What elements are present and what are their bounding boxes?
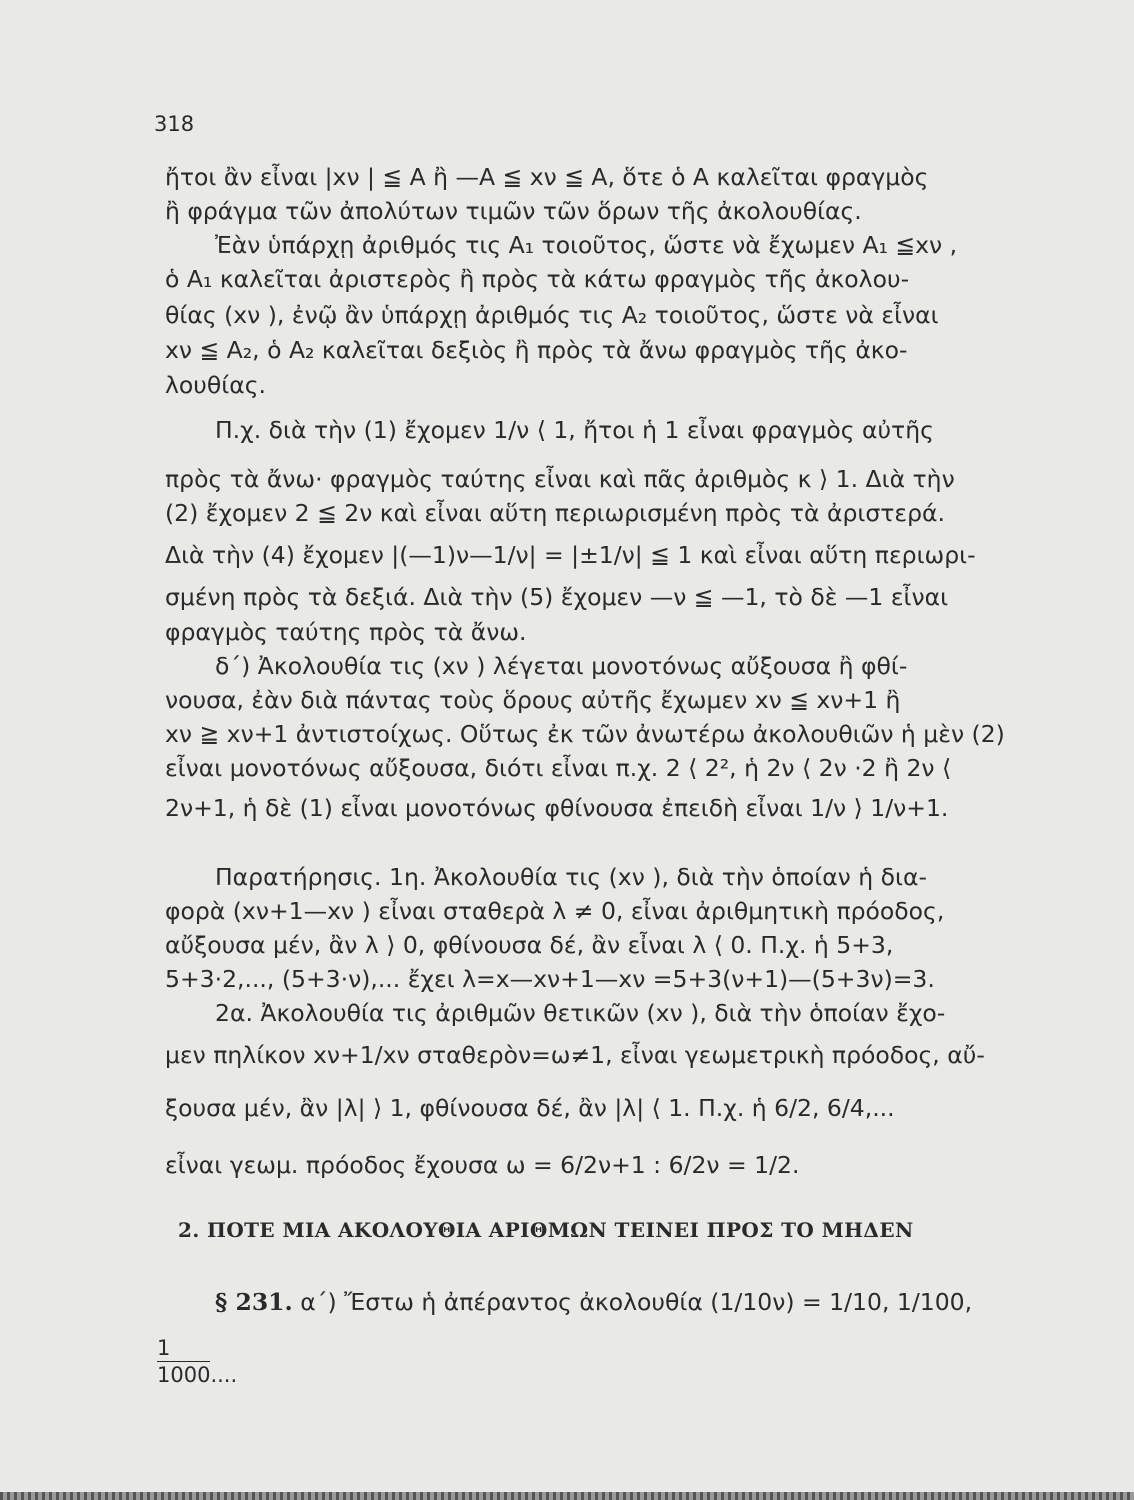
body-line-14: δ΄) Ἀκολουθία τις (xν ) λέγεται μονοτόνως αὔξουσα ἢ φθί- — [215, 652, 908, 680]
body-line-5: θίας (xν ), ἐνῷ ἂν ὑπάρχῃ ἀριθμός τις A₂ τοιοῦτος, ὥστε νὰ εἶναι — [165, 301, 939, 329]
body-line-13: φραγμὸς ταύτης πρὸς τὰ ἄνω. — [165, 618, 527, 646]
section-text: α΄) Ἔστω ἡ ἀπέραντος ἀκολουθία (1/10ν) = 1/10, 1/100, — [300, 1288, 973, 1316]
body-line-1: ἤτοι ἂν εἶναι |xν | ≦ A ἢ —A ≦ xν ≦ A, ὅτε ὁ A καλεῖται φραγμὸς — [165, 163, 929, 191]
section-label: § 231. — [215, 1288, 293, 1316]
body-line-25: ξουσα μέν, ἂν |λ| ⟩ 1, φθίνουσα δέ, ἂν |λ| ⟨ 1. Π.χ. ἡ 6/2, 6/4,... — [165, 1094, 895, 1122]
section-heading: 2. ΠΟΤΕ ΜΙΑ ΑΚΟΛΟΥΘΙΑ ΑΡΙΘΜΩΝ ΤΕΙΝΕΙ ΠΡΟΣ ΤΟ ΜΗΔΕΝ — [178, 1218, 914, 1242]
body-line-22: 5+3·2,..., (5+3·ν),... ἔχει λ=x—xν+1—xν =5+3(ν+1)—(5+3ν)=3. — [165, 965, 935, 993]
scan-edge — [0, 1492, 1134, 1500]
body-line-10: (2) ἔχομεν 2 ≦ 2ν καὶ εἶναι αὕτη περιωρισμένη πρὸς τὰ ἀριστερά. — [165, 499, 945, 527]
body-line-17: εἶναι μονοτόνως αὔξουσα, διότι εἶναι π.χ. 2 ⟨ 2², ἡ 2ν ⟨ 2ν ·2 ἢ 2ν ⟨ — [165, 754, 952, 782]
body-line-24: μεν πηλίκον xν+1/xν σταθερὸν=ω≠1, εἶναι γεωμετρικὴ πρόοδος, αὔ- — [165, 1041, 985, 1069]
body-line-4: ὁ A₁ καλεῖται ἀριστερὸς ἢ πρὸς τὰ κάτω φραγμὸς τῆς ἀκολου- — [165, 265, 910, 293]
body-line-9: πρὸς τὰ ἄνω· φραγμὸς ταύτης εἶναι καὶ πᾶς ἀριθμὸς κ ⟩ 1. Διὰ τὴν — [165, 465, 955, 493]
body-line-19: Παρατήρησις. 1η. Ἀκολουθία τις (xν ), διὰ τὴν ὁποίαν ἡ δια- — [215, 863, 927, 891]
section-231-line — [215, 1287, 1055, 1317]
body-line-18: 2ν+1, ἡ δὲ (1) εἶναι μονοτόνως φθίνουσα ἐπειδὴ εἶναι 1/ν ⟩ 1/ν+1. — [165, 794, 949, 822]
page-number: 318 — [154, 112, 195, 136]
body-line-20: φορὰ (xν+1—xν ) εἶναι σταθερὰ λ ≠ 0, εἶναι ἀριθμητικὴ πρόοδος, — [165, 897, 945, 925]
body-line-2: ἢ φράγμα τῶν ἀπολύτων τιμῶν τῶν ὅρων τῆς ἀκολουθίας. — [165, 197, 862, 225]
body-line-7: λουθίας. — [165, 371, 266, 399]
fraction-denominator: 1000 — [157, 1363, 211, 1387]
body-line-11: Διὰ τὴν (4) ἔχομεν |(—1)ν—1/ν| = |±1/ν| ≦ 1 καὶ εἶναι αὕτη περιωρι- — [165, 541, 976, 569]
body-line-15: νουσα, ἐὰν διὰ πάντας τοὺς ὅρους αὐτῆς ἔχωμεν xν ≦ xν+1 ἢ — [165, 686, 901, 714]
body-line-23: 2α. Ἀκολουθία τις ἀριθμῶν θετικῶν (xν ), διὰ τὴν ὁποίαν ἔχο- — [215, 999, 946, 1027]
fraction-tail: .... — [210, 1363, 238, 1387]
body-line-12: σμένη πρὸς τὰ δεξιά. Διὰ τὴν (5) ἔχομεν —ν ≦ —1, τὸ δὲ —1 εἶναι — [165, 583, 949, 611]
trailing-fraction — [157, 1335, 237, 1388]
body-line-6: xν ≦ A₂, ὁ A₂ καλεῖται δεξιὸς ἢ πρὸς τὰ ἄνω φραγμὸς τῆς ἀκο- — [165, 336, 908, 364]
body-line-8: Π.χ. διὰ τὴν (1) ἔχομεν 1/ν ⟨ 1, ἤτοι ἡ 1 εἶναι φραγμὸς αὐτῆς — [215, 416, 934, 444]
body-line-16: xν ≧ xν+1 ἀντιστοίχως. Οὕτως ἐκ τῶν ἀνωτέρω ἀκολουθιῶν ἡ μὲν (2) — [165, 720, 1005, 748]
body-line-21: αὔξουσα μέν, ἂν λ ⟩ 0, φθίνουσα δέ, ἂν εἶναι λ ⟨ 0. Π.χ. ἡ 5+3, — [165, 931, 894, 959]
body-line-26: εἶναι γεωμ. πρόοδος ἔχουσα ω = 6/2ν+1 : 6/2ν = 1/2. — [165, 1151, 800, 1179]
fraction-numerator: 1 — [157, 1336, 171, 1360]
body-line-3: Ἐὰν ὑπάρχῃ ἀριθμός τις A₁ τοιοῦτος, ὥστε νὰ ἔχωμεν A₁ ≦xν , — [215, 231, 958, 259]
